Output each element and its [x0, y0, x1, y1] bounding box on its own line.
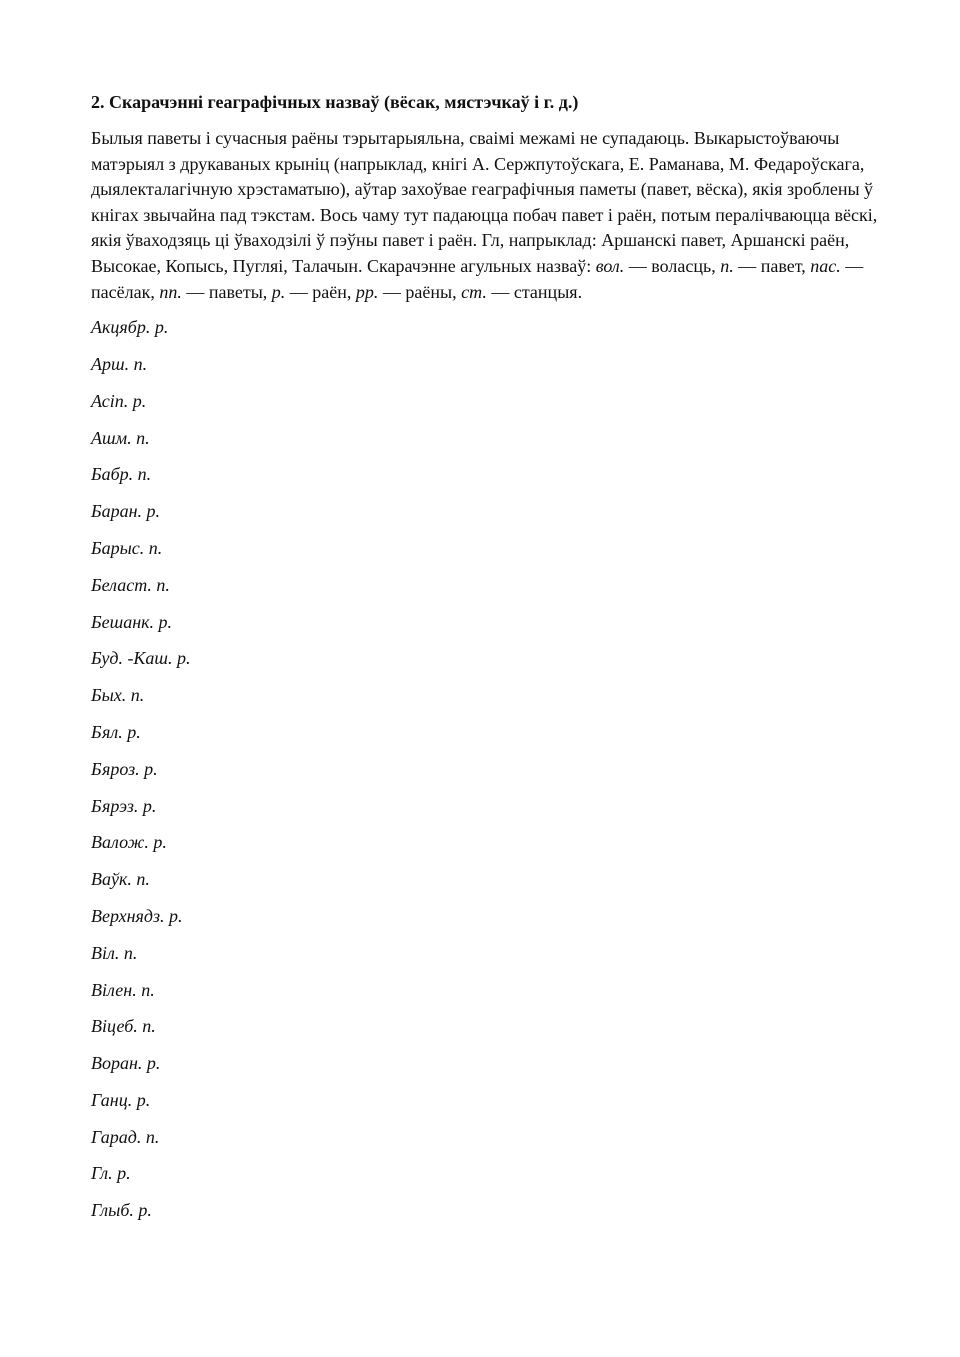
abbreviation-list [91, 315, 881, 1222]
list-item: Ашм. п. [91, 427, 150, 448]
list-item: Ганц. р. [91, 1089, 151, 1110]
list-item: Віл. п. [91, 942, 138, 963]
abbr-term: пп. [159, 281, 182, 302]
intro-text: — павет, [733, 255, 811, 276]
list-item: Ваўк. п. [91, 869, 150, 890]
section-heading: 2. Скарачэнні геаграфічных назваў (вёсак, мястэчкаў і г. д.) [91, 92, 579, 112]
abbr-term: п. [720, 255, 734, 276]
list-item: Гарад. п. [91, 1126, 160, 1147]
abbr-term: пас. [810, 255, 841, 276]
list-item: Асіп. р. [91, 390, 147, 411]
list-item: Бял. р. [91, 721, 141, 742]
list-item: Глыб. р. [91, 1200, 152, 1221]
intro-text: — паветы, [181, 281, 272, 302]
list-item: Бярэз. р. [91, 795, 157, 816]
list-item: Бяроз. р. [91, 758, 158, 779]
list-item: Віцеб. п. [91, 1016, 156, 1037]
document-page [91, 90, 881, 1235]
list-item: Акцябр. р. [91, 317, 169, 338]
intro-paragraph [91, 126, 881, 305]
list-item: Беласт. п. [91, 574, 170, 595]
list-item: Верхнядз. р. [91, 905, 183, 926]
list-item: Валож. р. [91, 832, 167, 853]
intro-text: Былыя паветы і сучасныя раёны тэрытарыяльна, сваімі межамі не супадаюць. Выкарыстоўваючы матэрыял з друкаваных крыніц (напрыклад, кнігі А. Сержпутоўскага, Е. Раманава, М. Федароўскага, дыялекталагічную хрэстаматыю), аўтар захоўвае геаграфічныя паметы (павет, вёска), якія зроблены ў кнігах звычайна пад тэкстам. Вось чаму тут падаюцца побач павет і раён, потым пералічваюцца вёскі, якія ўваходзяць ці ўваходзілі ў пэўны павет і раён. Гл, напрыклад: Аршанскі павет, Аршанскі раён, Высокае, Копысь, Пугляі, Талачын. Скарачэнне агульных назваў: [91, 128, 878, 276]
list-item: Бабр. п. [91, 464, 152, 485]
list-item: Арш. п. [91, 353, 148, 374]
list-item: Буд. -Каш. р. [91, 648, 191, 669]
list-item: Гл. р. [91, 1163, 131, 1184]
abbr-term: р. [271, 281, 286, 302]
abbr-term: рр. [355, 281, 379, 302]
abbr-term: вол. [595, 255, 625, 276]
list-item: Воран. р. [91, 1053, 161, 1074]
intro-text: — раён, [285, 281, 356, 302]
intro-text: — станцыя. [486, 281, 583, 302]
list-item: Бых. п. [91, 685, 145, 706]
intro-text: — пасёлак, [91, 255, 864, 302]
list-item: Барыс. п. [91, 537, 163, 558]
intro-text: — раёны, [378, 281, 462, 302]
abbr-term: ст. [461, 281, 487, 302]
list-item: Вілен. п. [91, 979, 155, 1000]
list-item: Бешанк. р. [91, 611, 173, 632]
list-item: Баран. р. [91, 501, 161, 522]
intro-text: — воласць, [624, 255, 721, 276]
